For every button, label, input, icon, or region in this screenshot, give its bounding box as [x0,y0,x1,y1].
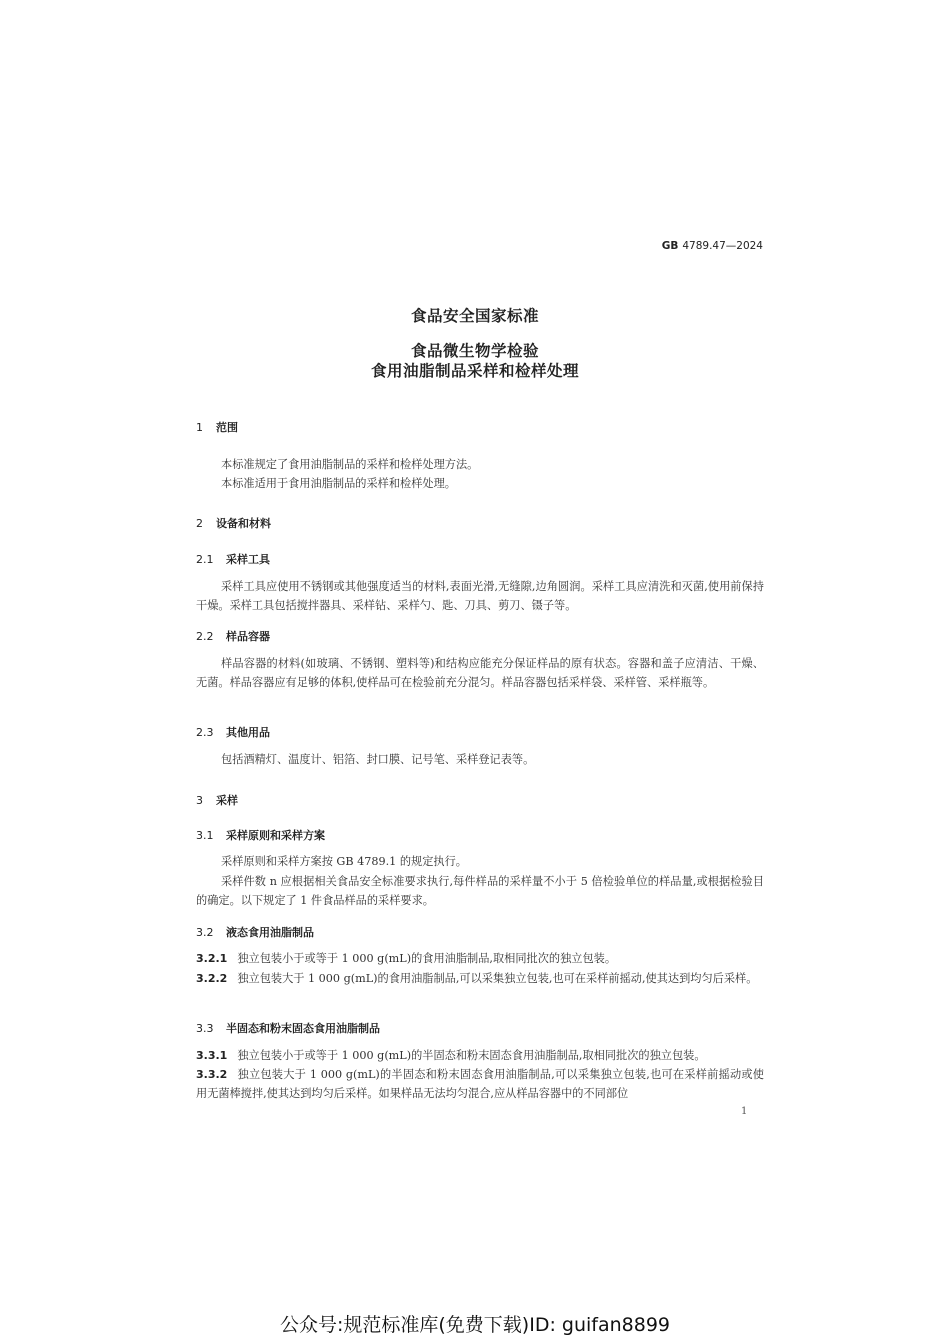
section-2-heading [196,515,271,531]
section-title: 采样 [216,794,238,807]
paragraph: 样品容器的材料(如玻璃、不锈钢、塑料等)和结构应能充分保证样品的原有状态。容器和盖子应清洁、干燥、无菌。样品容器应有足够的体积,使样品可在检验前充分混匀。样品容器包括采样袋、采样管、采样瓶等。 [196,657,764,690]
section-number: 2 [196,517,203,530]
subsection-title: 样品容器 [226,630,270,643]
paragraph: 本标准适用于食用油脂制品的采样和检样处理。 [221,477,456,490]
subsection-3-3-heading [196,1020,380,1036]
clause-number: 3.3.2 [196,1068,228,1081]
clause-number: 3.2.1 [196,952,228,965]
section-title: 范围 [216,421,238,434]
clause-item [196,949,764,968]
paragraph: 本标准规定了食用油脂制品的采样和检样处理方法。 [221,458,479,471]
subsection-title: 其他用品 [226,726,270,739]
subsection-title: 半固态和粉末固态食用油脂制品 [226,1022,380,1035]
sub-title-2: 食用油脂制品采样和检样处理 [370,362,579,380]
subsection-3-1-heading [196,827,325,843]
section-1-heading [196,419,238,435]
subsection-title: 采样工具 [226,553,270,566]
clause-number: 3.2.2 [196,972,228,985]
paragraph: 采样原则和采样方案按 GB 4789.1 的规定执行。 [221,855,467,868]
clause-number: 3.3.1 [196,1049,228,1062]
subsection-2-3-heading [196,724,270,740]
subsection-number: 2.3 [196,726,214,739]
sub-title-1: 食品微生物学检验 [410,342,539,360]
main-title: 食品安全国家标准 [410,307,539,325]
clause-text: 独立包装小于或等于 1 000 g(mL)的食用油脂制品,取相同批次的独立包装。 [237,952,617,965]
clause-text: 独立包装大于 1 000 g(mL)的半固态和粉末固态食用油脂制品,可以采集独立包装,也可在采样前摇动或使用无菌棒搅拌,使其达到均匀后采样。如果样品无法均匀混合,应从样品容器中的不同部位 [196,1068,764,1101]
clause-text: 独立包装小于或等于 1 000 g(mL)的半固态和粉末固态食用油脂制品,取相同批次的独立包装。 [237,1049,706,1062]
section-3-heading [196,792,238,808]
page-number: 1 [741,1106,748,1117]
paragraph: 采样件数 n 应根据相关食品安全标准要求执行,每件样品的采样量不小于 5 倍检验单位的样品量,或根据检验目的确定。以下规定了 1 件食品样品的采样要求。 [196,875,764,908]
subsection-title: 采样原则和采样方案 [226,829,325,842]
clause-item [196,969,764,988]
subsection-number: 3.1 [196,829,214,842]
clause-item [196,1065,764,1104]
subsection-number: 3.3 [196,1022,214,1035]
section-number: 1 [196,421,203,434]
paragraph: 采样工具应使用不锈钢或其他强度适当的材料,表面光滑,无缝隙,边角圆润。采样工具应清洗和灭菌,使用前保持干燥。采样工具包括搅拌器具、采样钻、采样勺、匙、刀具、剪刀、镊子等。 [196,580,764,613]
subsection-number: 3.2 [196,926,214,939]
paragraph: 包括酒精灯、温度计、铝箔、封口膜、记号笔、采样登记表等。 [221,753,535,766]
subsection-number: 2.2 [196,630,214,643]
section-number: 3 [196,794,203,807]
subsection-2-1-heading [196,551,270,567]
section-title: 设备和材料 [216,517,271,530]
subsection-number: 2.1 [196,553,214,566]
standard-number [662,240,763,252]
footer-watermark: 公众号:规范标准库(免费下载)ID: guifan8899 [279,1314,670,1336]
subsection-title: 液态食用油脂制品 [226,926,314,939]
clause-text: 独立包装大于 1 000 g(mL)的食用油脂制品,可以采集独立包装,也可在采样前摇动,使其达到均匀后采样。 [237,972,758,985]
subsection-2-2-heading [196,628,270,644]
clause-item [196,1046,764,1065]
subsection-3-2-heading [196,924,314,940]
standard-code: 4789.47—2024 [682,240,763,252]
standard-prefix: GB [661,240,679,252]
